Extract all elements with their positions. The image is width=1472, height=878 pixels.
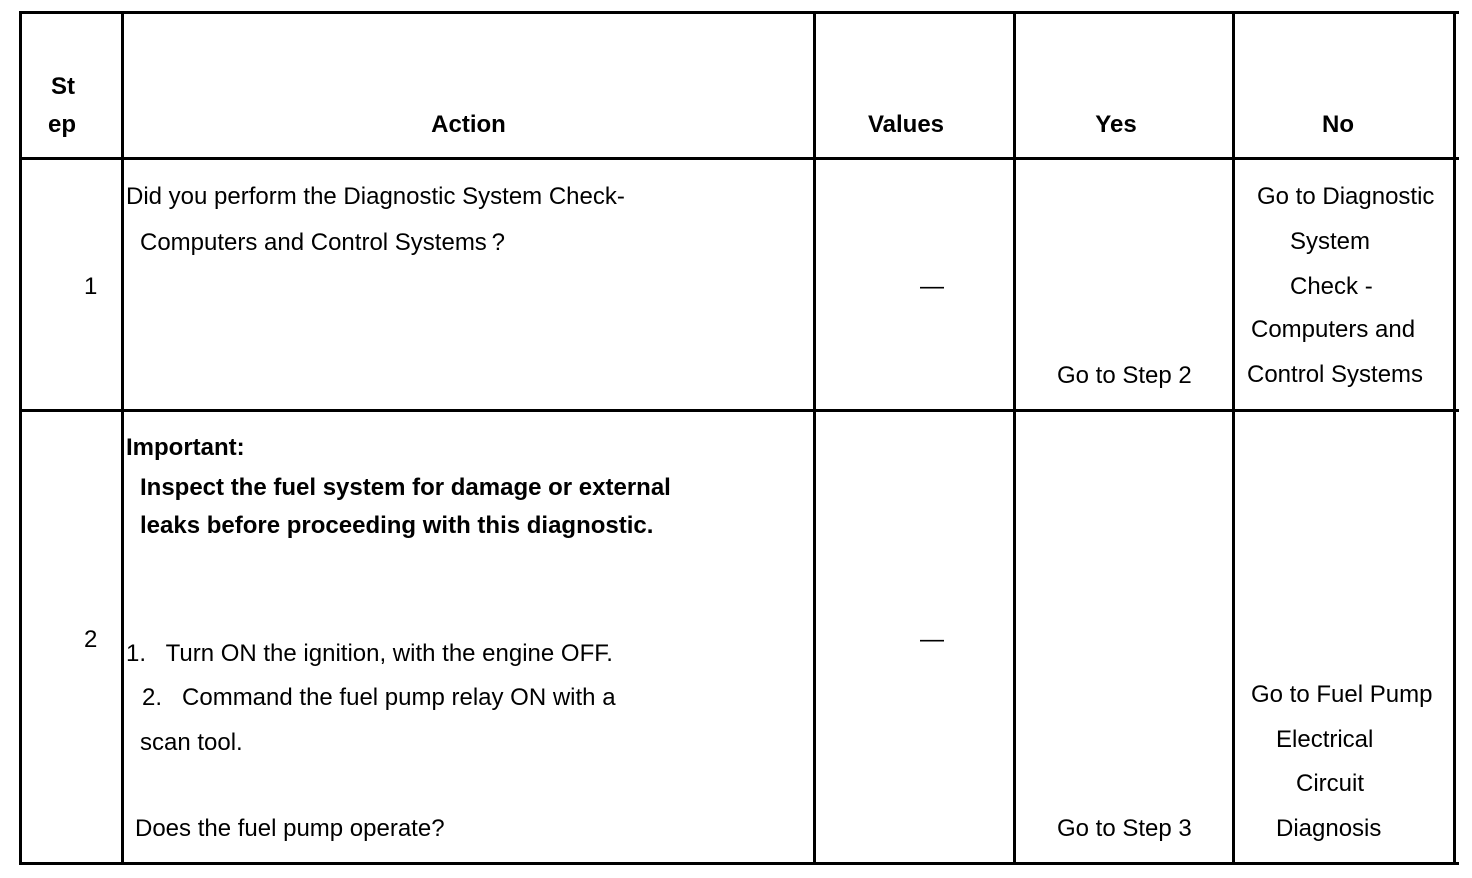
header-action: Action [431, 111, 506, 138]
header-divider [19, 157, 1459, 160]
row2-instruction2-line1: 2. Command the fuel pump relay ON with a [142, 684, 616, 711]
column-divider-values-yes [1013, 11, 1016, 865]
column-divider-step-action [121, 11, 124, 865]
row2-important-line2: leaks before proceeding with this diagnostic. [140, 512, 654, 539]
row2-no-line1: Go to Fuel Pump [1251, 681, 1433, 708]
row1-value: — [920, 273, 944, 300]
column-divider-left [19, 11, 22, 865]
row2-important-label: Important: [126, 434, 245, 461]
row2-important-line1: Inspect the fuel system for damage or external [140, 474, 671, 501]
row2-no-line4: Diagnosis [1276, 815, 1382, 842]
row2-instruction2-line2: scan tool. [140, 729, 243, 756]
row1-no-line3: Check - [1290, 273, 1373, 300]
header-values: Values [867, 111, 945, 138]
table-border-bottom [19, 862, 1459, 865]
row-divider [19, 409, 1459, 412]
header-yes: Yes [1095, 111, 1137, 138]
header-step-line1: St [51, 73, 75, 100]
row1-no-line1: Go to Diagnostic [1257, 183, 1435, 210]
column-divider-action-values [813, 11, 816, 865]
row2-yes: Go to Step 3 [1057, 815, 1192, 842]
header-no: No [1322, 111, 1354, 138]
row2-question: Does the fuel pump operate? [135, 815, 445, 842]
header-step-line2: ep [48, 111, 77, 138]
row2-step: 2 [84, 626, 98, 653]
table-border-top [19, 11, 1459, 14]
row2-value: — [920, 626, 944, 653]
row1-no-line5: Control Systems [1247, 361, 1424, 388]
row1-step: 1 [84, 273, 98, 300]
row2-no-line3: Circuit [1296, 770, 1365, 797]
column-divider-yes-no [1232, 11, 1235, 865]
column-divider-right [1453, 11, 1456, 865]
row1-yes: Go to Step 2 [1057, 362, 1192, 389]
row1-action-line1: Did you perform the Diagnostic System Check- [126, 183, 625, 210]
row1-no-line2: System [1290, 228, 1371, 255]
row1-no-line4: Computers and [1251, 316, 1416, 343]
row2-no-line2: Electrical [1276, 726, 1374, 753]
row1-action-line2: Computers and Control Systems ? [140, 229, 505, 256]
row2-instruction1: 1. Turn ON the ignition, with the engine OFF. [126, 640, 613, 667]
